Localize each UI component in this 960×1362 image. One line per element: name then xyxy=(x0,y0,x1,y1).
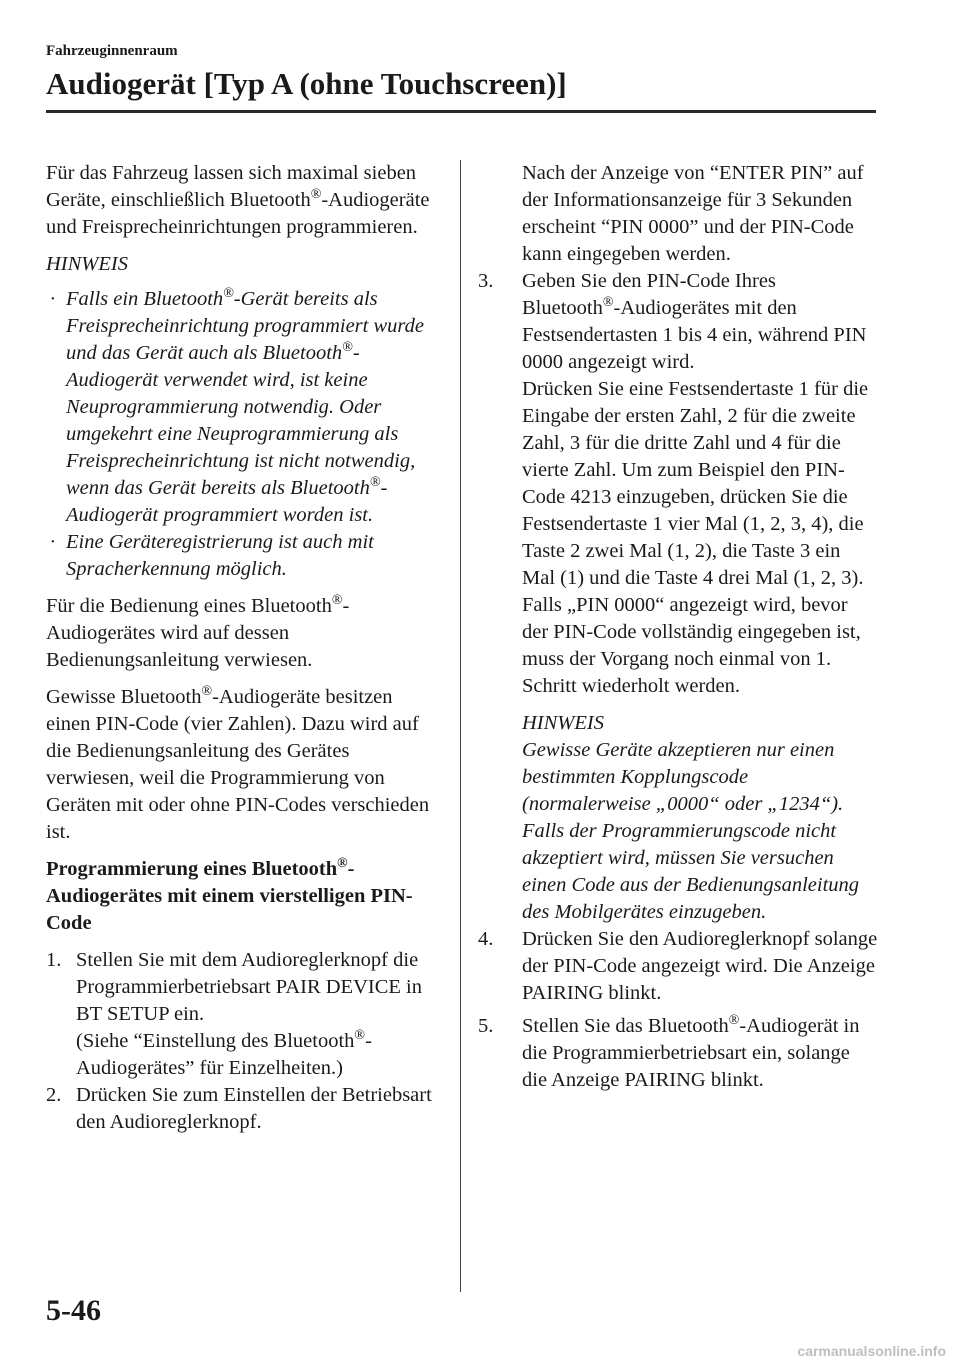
step-number: 5. xyxy=(478,1015,494,1037)
step-3: 3. Geben Sie den PIN-Code Ihres Bluetooth®-Audiogerätes mit den Festsendertasten 1 bis 4 ein, während PIN 0000 angezeigt wird. Drücken Sie eine Festsendertaste 1 für die Eingabe der ersten Zahl, 2 für die zweite Zahl, 3 für die dritte Zahl und 4 für die vierte Zahl. Um zum Beispiel den PIN-Code 4213 einzugeben, drücken Sie die Festsendertaste 1 vier Mal (1, 2, 3, 4), die Taste 2 zwei Mal (1, 2), die Taste 3 ein Mal (1) und die Taste 4 drei Mal (1, 2, 3). Falls „PIN 0000“ angezeigt wird, bevor der PIN-Code vollständig eingegeben ist, muss der Vorgang noch einmal von 1. Schritt wiederholt werden. xyxy=(478,268,878,700)
left-column xyxy=(46,160,441,1136)
registered-mark: ® xyxy=(310,187,322,203)
step-number: 3. xyxy=(478,270,494,292)
step-4: 4. Drücken Sie den Audioreglerknopf solange der PIN-Code angezeigt wird. Die Anzeige PAIRING blinkt. xyxy=(478,926,878,1007)
intro-paragraph: Für das Fahrzeug lassen sich maximal sieben Geräte, einschließlich Bluetooth®-Audiogeräte und Freisprecheinrichtungen programmieren. xyxy=(46,162,430,238)
paragraph: Für die Bedienung eines Bluetooth®-Audiogerätes wird auf dessen Bedienungsanleitung verwiesen. xyxy=(46,593,350,671)
step-2-continuation: Nach der Anzeige von “ENTER PIN” auf der Informationsanzeige für 3 Sekunden erscheint “PIN 0000” und der PIN-Code kann eingegeben werden. xyxy=(522,162,864,265)
step-2: 2. Drücken Sie zum Einstellen der Betriebsart den Audioreglerknopf. xyxy=(46,1082,441,1136)
page-title: Audiogerät [Typ A (ohne Touchscreen)] xyxy=(46,66,567,101)
step-number: 1. xyxy=(46,949,62,971)
bullet-dot-icon: · xyxy=(50,531,56,553)
paragraph: Gewisse Bluetooth®-Audiogeräte besitzen einen PIN-Code (vier Zahlen). Dazu wird auf die Bedienungsanleitung des Gerätes verwiesen, weil die Programmierung von Geräten mit oder ohne PIN-Codes verschieden ist. xyxy=(46,684,430,843)
step-1: 1. Stellen Sie mit dem Audioreglerknopf die Programmierbetriebsart PAIR DEVICE in BT SETUP ein. (Siehe “Einstellung des Bluetooth®-Audiogerätes” für Einzelheiten.) xyxy=(46,947,441,1082)
note-bullet: · Eine Geräteregistrierung ist auch mit Spracherkennung möglich. xyxy=(46,529,441,583)
note-box xyxy=(478,710,878,926)
step-number: 4. xyxy=(478,928,494,950)
section-label: Fahrzeuginnenraum xyxy=(46,43,178,59)
subheading: Programmierung eines Bluetooth®-Audiogerätes mit einem vierstelligen PIN-Code xyxy=(46,856,413,934)
note-text: Gewisse Geräte akzeptieren nur einen bestimmten Kopplungscode (normalerweise „0000“ oder „1234“). Falls der Programmierungscode nicht akzeptiert wird, müssen Sie versuchen einen Code aus der Bedienungsanleitung des Mobilgerätes einzugeben. xyxy=(522,739,860,923)
note-heading: HINWEIS xyxy=(522,712,604,734)
step-5: 5. Stellen Sie das Bluetooth®-Audiogerät in die Programmierbetriebsart ein, solange die Anzeige PAIRING blinkt. xyxy=(478,1013,878,1094)
column-divider xyxy=(460,160,461,1292)
step-number: 2. xyxy=(46,1084,62,1106)
right-column xyxy=(478,160,878,1094)
title-rule xyxy=(46,110,876,113)
note-bullet: · Falls ein Bluetooth®-Gerät bereits als Freisprecheinrichtung programmiert wurde und das Gerät auch als Bluetooth®-Audiogerät verwendet wird, ist keine Neuprogrammierung notwendig. Oder umgekehrt eine Neuprogrammierung als Freisprecheinrichtung ist nicht notwendig, wenn das Gerät bereits als Bluetooth®-Audiogerät programmiert worden ist. xyxy=(46,286,441,529)
page-number: 5-46 xyxy=(46,1294,101,1327)
note-heading: HINWEIS xyxy=(46,253,128,275)
watermark: carmanualsonline.info xyxy=(797,1343,946,1359)
bullet-dot-icon: · xyxy=(50,288,56,310)
